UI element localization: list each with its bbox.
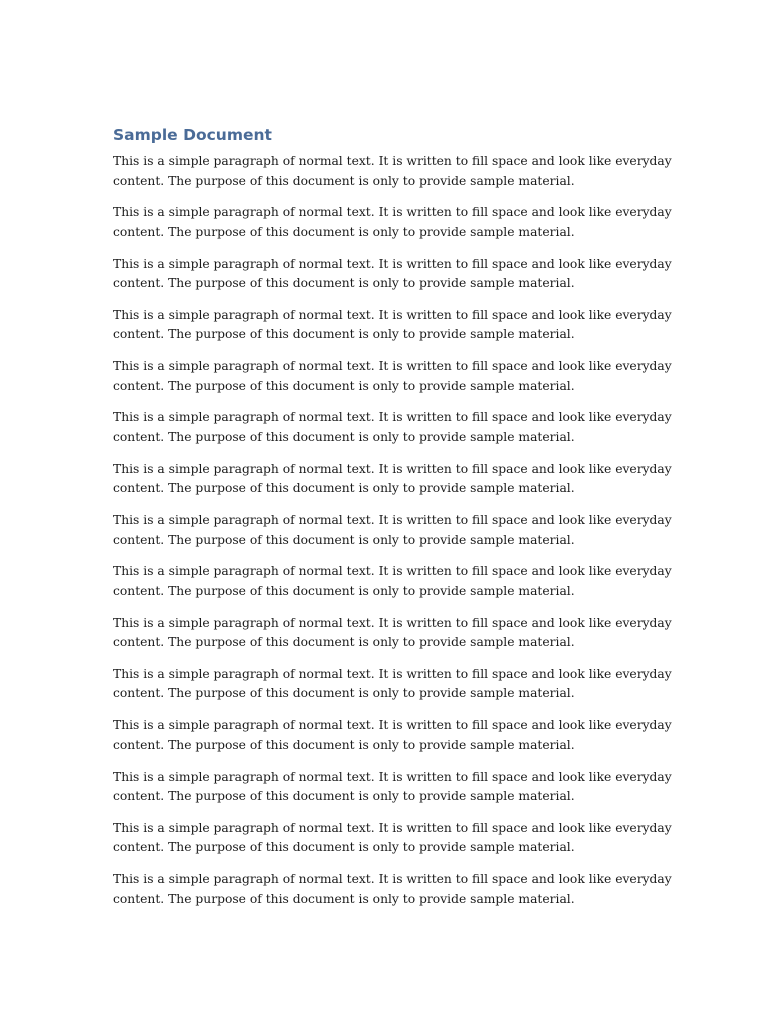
- paragraph: [113, 255, 673, 294]
- paragraph: [113, 408, 673, 447]
- paragraph-line: content. The purpose of this document is only to provide sample material.: [113, 173, 575, 188]
- paragraph-line: This is a simple paragraph of normal text. It is written to fill space and look like everyday: [113, 769, 672, 784]
- paragraph: [113, 357, 673, 396]
- document-page: [113, 123, 673, 921]
- paragraph: [113, 716, 673, 755]
- paragraph-line: This is a simple paragraph of normal text. It is written to fill space and look like everyday: [113, 872, 672, 887]
- paragraph-line: This is a simple paragraph of normal text. It is written to fill space and look like everyday: [113, 615, 672, 630]
- paragraph-line: content. The purpose of this document is only to provide sample material.: [113, 378, 575, 393]
- paragraph-line: content. The purpose of this document is only to provide sample material.: [113, 481, 575, 496]
- paragraph-line: This is a simple paragraph of normal text. It is written to fill space and look like everyday: [113, 718, 672, 733]
- paragraph-line: content. The purpose of this document is only to provide sample material.: [113, 429, 575, 444]
- paragraph-line: content. The purpose of this document is only to provide sample material.: [113, 327, 575, 342]
- paragraph-line: This is a simple paragraph of normal text. It is written to fill space and look like everyday: [113, 461, 672, 476]
- paragraph-line: content. The purpose of this document is only to provide sample material.: [113, 583, 575, 598]
- paragraph-line: This is a simple paragraph of normal text. It is written to fill space and look like everyday: [113, 205, 672, 220]
- paragraph-line: This is a simple paragraph of normal text. It is written to fill space and look like everyday: [113, 513, 672, 528]
- paragraph-line: content. The purpose of this document is only to provide sample material.: [113, 224, 575, 239]
- paragraph: [113, 306, 673, 345]
- paragraph: [113, 562, 673, 601]
- paragraph-line: content. The purpose of this document is only to provide sample material.: [113, 737, 575, 752]
- paragraph-line: content. The purpose of this document is only to provide sample material.: [113, 276, 575, 291]
- document-title: Sample Document: [113, 126, 272, 144]
- paragraph-line: content. The purpose of this document is only to provide sample material.: [113, 789, 575, 804]
- paragraph-line: This is a simple paragraph of normal text. It is written to fill space and look like everyday: [113, 666, 672, 681]
- paragraph: [113, 768, 673, 807]
- paragraph: [113, 819, 673, 858]
- paragraph-line: This is a simple paragraph of normal text. It is written to fill space and look like everyday: [113, 154, 672, 168]
- paragraph-line: This is a simple paragraph of normal text. It is written to fill space and look like everyday: [113, 820, 672, 835]
- paragraph: [113, 665, 673, 704]
- paragraph-line: content. The purpose of this document is only to provide sample material.: [113, 840, 575, 855]
- paragraph: [113, 460, 673, 499]
- paragraph: [113, 870, 673, 909]
- paragraph: [113, 203, 673, 242]
- paragraph: [113, 152, 673, 191]
- paragraph-line: This is a simple paragraph of normal text. It is written to fill space and look like everyday: [113, 256, 672, 271]
- paragraph-line: This is a simple paragraph of normal text. It is written to fill space and look like everyday: [113, 307, 672, 322]
- paragraph: [113, 511, 673, 550]
- paragraph-line: content. The purpose of this document is only to provide sample material.: [113, 532, 575, 547]
- paragraph-line: This is a simple paragraph of normal text. It is written to fill space and look like everyday: [113, 410, 672, 425]
- paragraph-line: This is a simple paragraph of normal text. It is written to fill space and look like everyday: [113, 564, 672, 579]
- paragraph-line: This is a simple paragraph of normal text. It is written to fill space and look like everyday: [113, 359, 672, 374]
- paragraph-line: content. The purpose of this document is only to provide sample material.: [113, 686, 575, 701]
- paragraph: [113, 614, 673, 653]
- paragraph-line: content. The purpose of this document is only to provide sample material.: [113, 635, 575, 650]
- paragraph-line: content. The purpose of this document is only to provide sample material.: [113, 891, 575, 906]
